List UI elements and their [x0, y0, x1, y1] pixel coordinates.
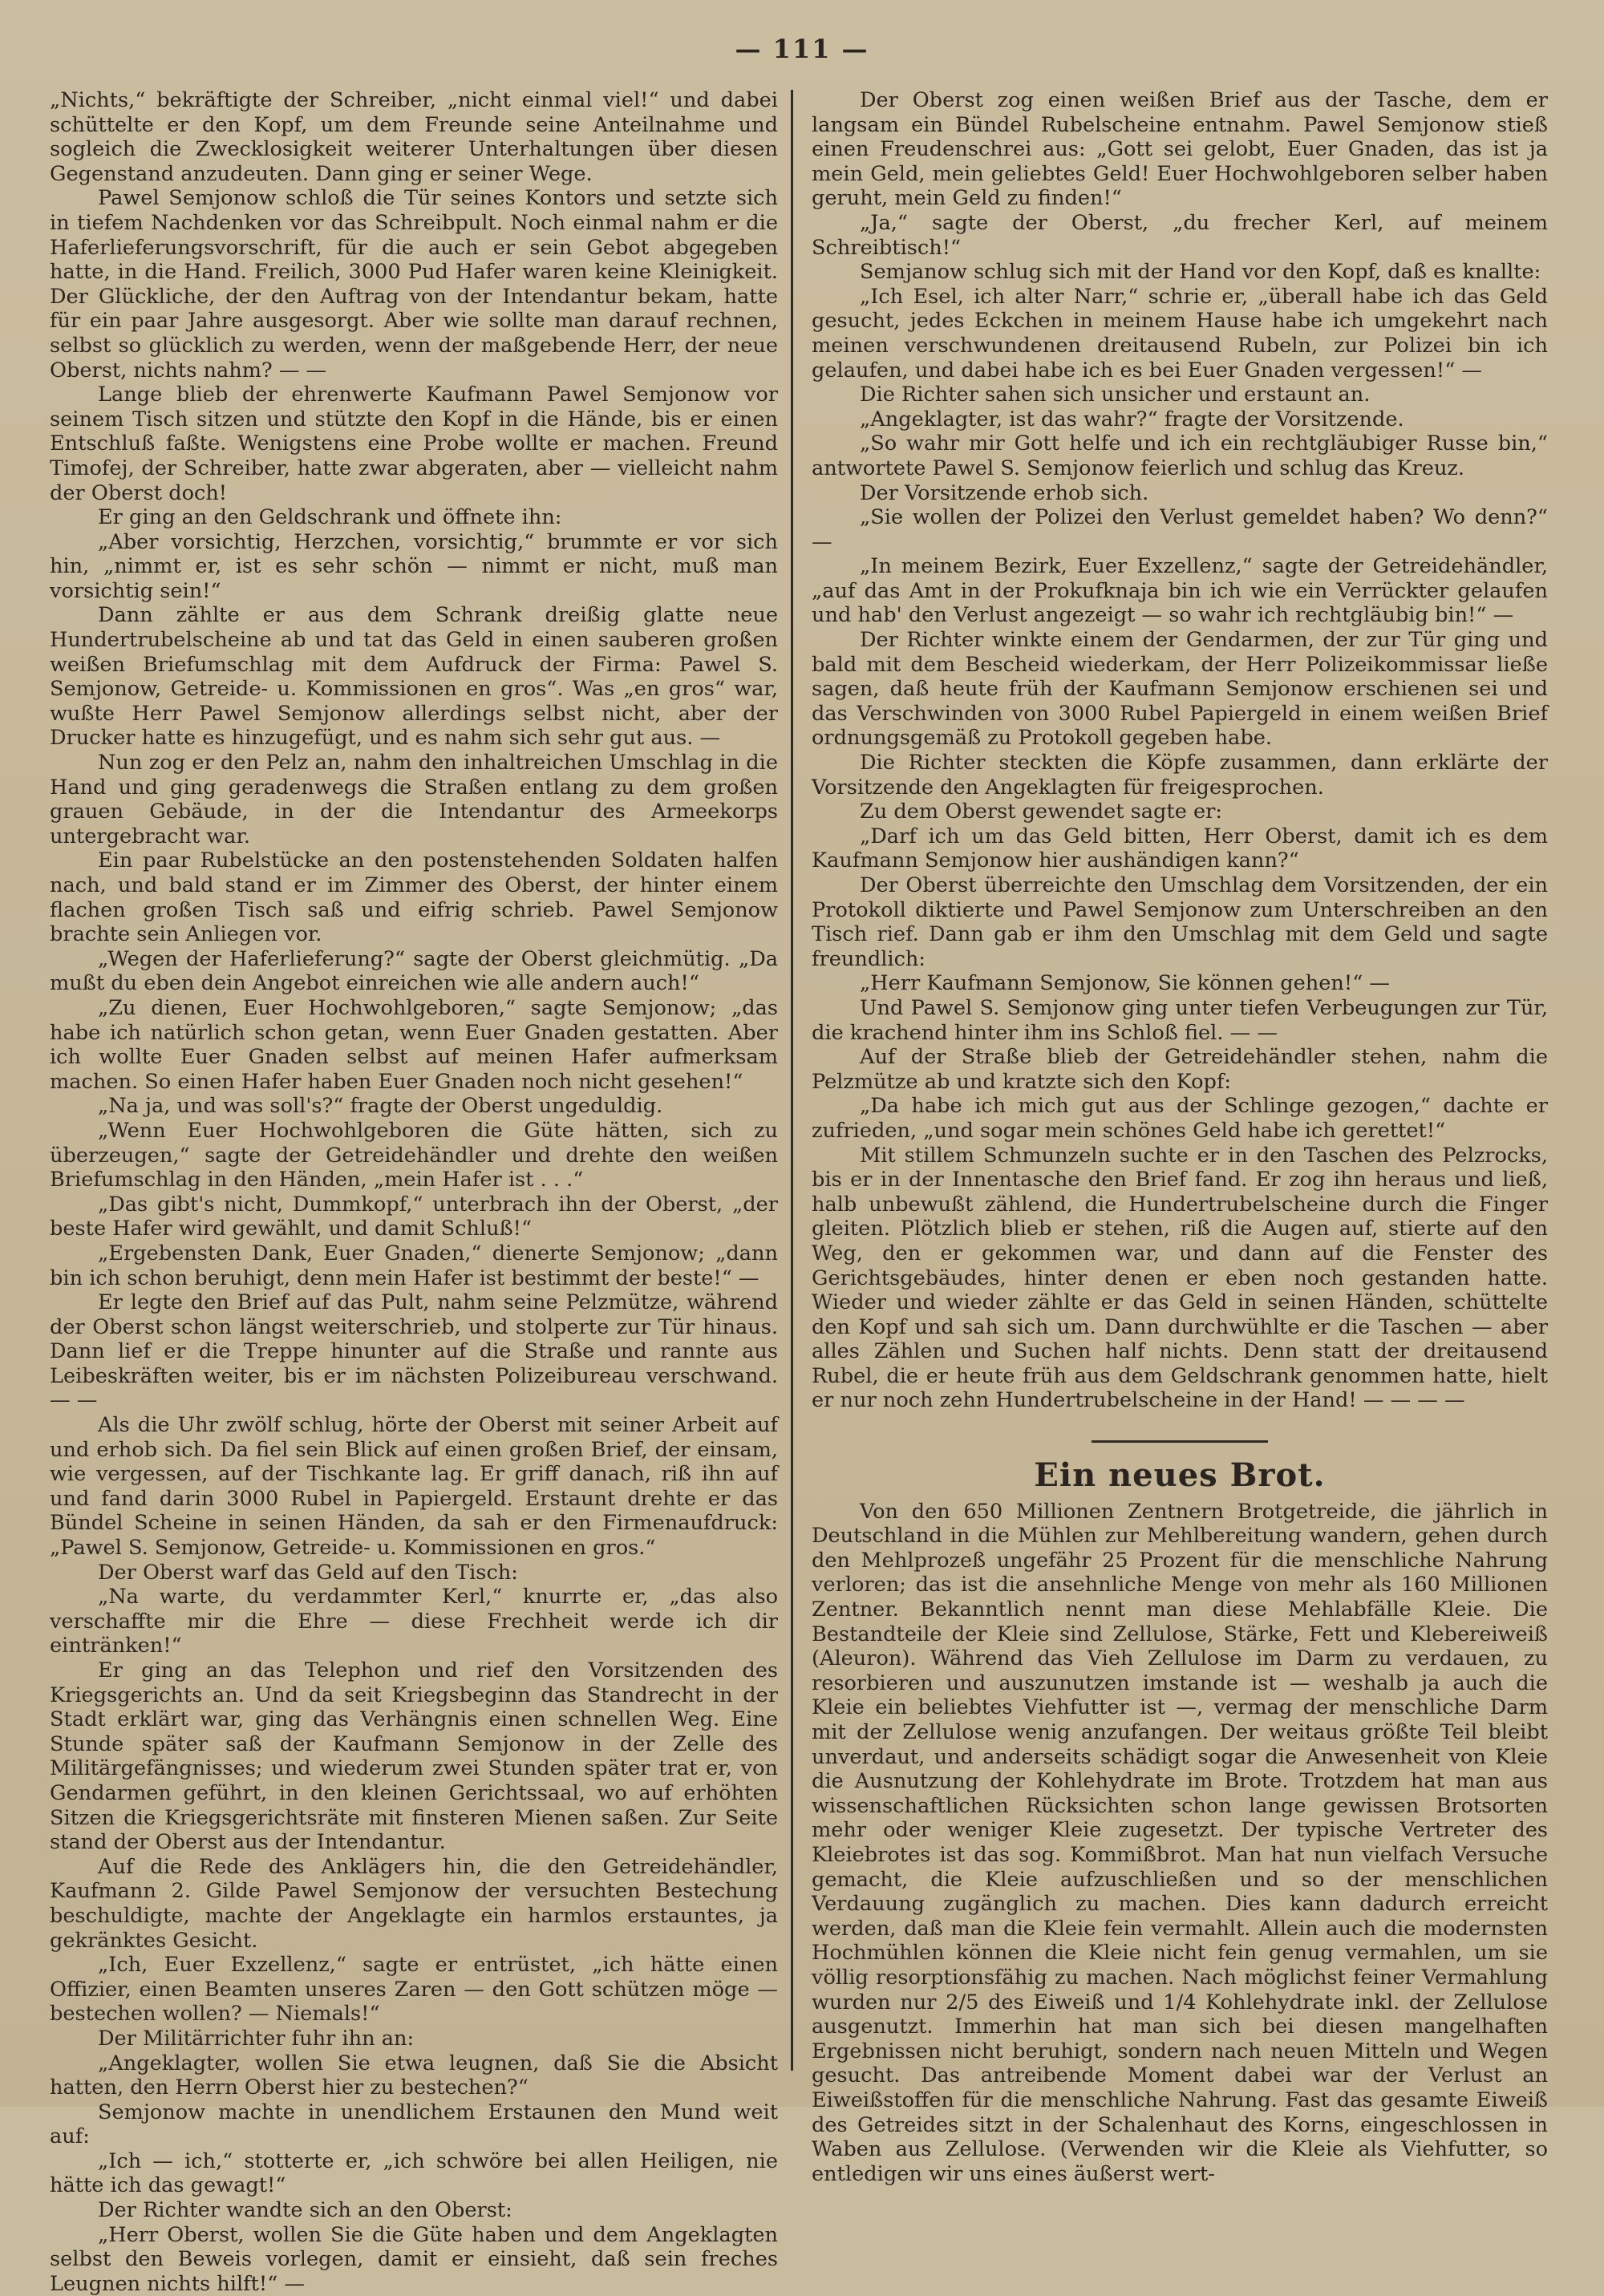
story-paragraph: „Zu dienen, Euer Hochwohlgeboren,“ sagte Semjonow; „das habe ich natürlich schon getan, wenn Euer Gnaden gestatten. Aber ich wollte Euer Gnaden selbst auf meinen Hafer aufmerksam machen. So einen Hafer haben Euer Gnaden noch nicht gesehen!“: [50, 995, 778, 1094]
article-headline: Ein neues Brot.: [1034, 1456, 1326, 1495]
story-paragraph: Der Militärrichter fuhr ihn an:: [98, 2026, 415, 2051]
story-paragraph: Der Oberst überreichte den Umschlag dem Vorsitzenden, der ein Protokoll diktierte und Pawel Semjonow zum Unterschreiben an den Tisch rief. Dann gab er ihm den Umschlag mit dem Geld und sagte freundlich:: [812, 873, 1548, 971]
story-paragraph: Und Pawel S. Semjonow ging unter tiefen Verbeugungen zur Tür, die krachend hinter ihm ins Schloß fiel. — —: [812, 995, 1548, 1045]
story-paragraph: Auf die Rede des Anklägers hin, die den Getreidehändler, Kaufmann 2. Gilde Pawel Semjonow der versuchten Bestechung beschuldigte, machte der Angeklagte ein harmlos erstauntes, ja gekränktes Gesicht.: [50, 1854, 778, 1953]
story-paragraph: Als die Uhr zwölf schlug, hörte der Oberst mit seiner Arbeit auf und erhob sich. Da fiel sein Blick auf einen großen Brief, der einsam, wie vergessen, auf der Tischkante lag. Er griff danach, riß ihn auf und fand darin 3000 Rubel in Papiergeld. Erstaunt drehte er das Bündel Scheine in seinen Händen, da sah er den Firmenaufdruck: „Pawel S. Semjonow, Getreide- u. Kommissionen en gros.“: [50, 1413, 778, 1561]
story-paragraph: Semjanow schlug sich mit der Hand vor den Kopf, daß es knallte:: [860, 260, 1541, 285]
story-paragraph: Er legte den Brief auf das Pult, nahm seine Pelzmütze, während der Oberst schon längst weiterschrieb, und stolperte zur Tür hinaus. Dann lief er die Treppe hinunter auf die Straße und rannte aus Leibeskräften weiter, bis er im nächsten Polizeibureau verschwand. — —: [50, 1290, 778, 1413]
story-paragraph: „Nichts,“ bekräftigte der Schreiber, „nicht einmal viel!“ und dabei schüttelte er den Kopf, um dem Freunde seine Anteilnahme und sogleich die Zwecklosigkeit weiterer Unterhaltungen über diesen Gegenstand anzudeuten. Dann ging er seiner Wege.: [50, 88, 778, 186]
story-paragraph: „Darf ich um das Geld bitten, Herr Oberst, damit ich es dem Kaufmann Semjonow hier aushändigen kann?“: [812, 824, 1548, 873]
story-paragraph: Der Richter wandte sich an den Oberst:: [98, 2198, 512, 2223]
story-paragraph: Zu dem Oberst gewendet sagte er:: [860, 800, 1223, 824]
story-paragraph: „Herr Kaufmann Semjonow, Sie können gehen!“ —: [860, 971, 1391, 996]
story-paragraph: Auf der Straße blieb der Getreidehändler stehen, nahm die Pelzmütze ab und kratzte sich den Kopf:: [812, 1045, 1548, 1094]
left-column: [50, 88, 778, 2296]
story-paragraph: Dann zählte er aus dem Schrank dreißig glatte neue Hundertrubelscheine ab und tat das Geld in einen sauberen großen weißen Briefumschlag mit dem Aufdruck der Firma: Pawel S. Semjonow, Getreide- u. Kommissionen en gros“. Was „en gros“ war, wußte Herr Pawel Semjonow allerdings selbst nicht, aber der Drucker hatte es hinzugefügt, und es nahm sich sehr gut aus. —: [50, 603, 778, 751]
story-paragraph: Die Richter sahen sich unsicher und erstaunt an.: [860, 383, 1371, 407]
story-paragraph: „Na ja, und was soll's?“ fragte der Oberst ungeduldig.: [98, 1094, 663, 1119]
story-paragraph: „Sie wollen der Polizei den Verlust gemeldet haben? Wo denn?“ —: [812, 505, 1548, 554]
story-paragraph: „Wenn Euer Hochwohlgeboren die Güte hätten, sich zu überzeugen,“ sagte der Getreidehändler und drehte den weißen Briefumschlag in den Händen, „mein Hafer ist . . .“: [50, 1118, 778, 1193]
story-paragraph: „Ich — ich,“ stotterte er, „ich schwöre bei allen Heiligen, nie hätte ich das gewagt!“: [50, 2148, 778, 2198]
story-paragraph: „Ja,“ sagte der Oberst, „du frecher Kerl, auf meinem Schreibtisch!“: [812, 210, 1548, 260]
story-paragraph: „Angeklagter, ist das wahr?“ fragte der Vorsitzende.: [860, 407, 1404, 431]
story-paragraph: „Das gibt's nicht, Dummkopf,“ unterbrach ihn der Oberst, „der beste Hafer wird gewählt, und damit Schluß!“: [50, 1192, 778, 1241]
story-paragraph: Er ging an den Geldschrank und öffnete ihn:: [98, 505, 562, 530]
story-paragraph: „So wahr mir Gott helfe und ich ein rechtgläubiger Russe bin,“ antwortete Pawel S. Semjonow feierlich und schlug das Kreuz.: [812, 431, 1548, 480]
story-paragraph: „Herr Oberst, wollen Sie die Güte haben und dem Angeklagten selbst den Beweis vorlegen, damit er einsieht, daß sein freches Leugnen nichts hilft!“ —: [50, 2222, 778, 2296]
story-paragraph: Der Richter winkte einem der Gendarmen, der zur Tür ging und bald mit dem Bescheid wiederkam, der Herr Polizeikommissar ließe sagen, daß heute früh der Kaufmann Semjonow erschienen sei und das Verschwinden von 3000 Rubel Papiergeld in einem weißen Brief ordnungsgemäß zu Protokoll gegeben habe.: [812, 628, 1548, 751]
article-separator: [1092, 1440, 1268, 1443]
story-paragraph: „Ich, Euer Exzellenz,“ sagte er entrüstet, „ich hätte einen Offizier, einen Beamten unseres Zaren — den Gott schützen möge — bestechen wollen? — Niemals!“: [50, 1953, 778, 2027]
story-paragraph: Semjonow machte in unendlichem Erstaunen den Mund weit auf:: [50, 2100, 778, 2149]
page-number: — 111 —: [735, 34, 869, 64]
story-paragraph: „Da habe ich mich gut aus der Schlinge gezogen,“ dachte er zufrieden, „und sogar mein schönes Geld habe ich gerettet!“: [812, 1094, 1548, 1143]
story-paragraph: „Ergebensten Dank, Euer Gnaden,“ dienerte Semjonow; „dann bin ich schon beruhigt, denn mein Hafer ist bestimmt der beste!“ —: [50, 1241, 778, 1290]
story-paragraph: „Na warte, du verdammter Kerl,“ knurrte er, „das also verschaffte mir die Ehre — diese Frechheit werde ich dir eintränken!“: [50, 1585, 778, 1658]
story-paragraph: „Angeklagter, wollen Sie etwa leugnen, daß Sie die Absicht hatten, den Herrn Oberst hier zu bestechen?“: [50, 2051, 778, 2100]
story-paragraph: Pawel Semjonow schloß die Tür seines Kontors und setzte sich in tiefem Nachdenken vor das Schreibpult. Noch einmal nahm er die Haferlieferungsvorschrift, für die auch er sein Gebot abgegeben hatte, in die Hand. Freilich, 3000 Pud Hafer waren keine Kleinigkeit. Der Glückliche, der den Auftrag von der Intendantur bekam, hatte für ein paar Jahre ausgesorgt. Aber wie sollte man darauf rechnen, selbst so glücklich zu werden, wenn der maßgebende Herr, der neue Oberst, nichts nahm? — —: [50, 186, 778, 383]
story-paragraph: Der Oberst warf das Geld auf den Tisch:: [98, 1560, 518, 1585]
story-paragraph: Der Vorsitzende erhob sich.: [860, 480, 1149, 505]
story-paragraph: „In meinem Bezirk, Euer Exzellenz,“ sagte der Getreidehändler, „auf das Amt in der Prokufknaja bin ich wie ein Verrückter gelaufen und hab' den Verlust angezeigt — so wahr ich rechtgläubig bin!“ —: [812, 554, 1548, 628]
story-paragraph: „Wegen der Haferlieferung?“ sagte der Oberst gleichmütig. „Da mußt du eben dein Angebot einreichen wie alle andern auch!“: [50, 946, 778, 996]
article-paragraph: Von den 650 Millionen Zentnern Brotgetreide, die jährlich in Deutschland in die Mühlen zur Mehlbereitung wandern, gehen durch den Mehlprozeß ungefähr 25 Prozent für die menschliche Nahrung verloren; das ist die ansehnliche Menge von mehr als 160 Millionen Zentner. Bekanntlich nennt man diese Mehlabfälle Kleie. Die Bestandteile der Kleie sind Zellulose, Stärke, Fett und Klebereiweiß (Aleuron). Während das Vieh Zellulose im Darm zu verdauen, zu resorbieren und auszunutzen imstande ist — weshalb ja auch die Kleie ein beliebtes Viehfutter ist —, vermag der menschliche Darm mit der Zellulose wenig anzufangen. Der weitaus größte Teil bleibt unverdaut, und anderseits schädigt sogar die Anwesenheit von Kleie die Ausnutzung der Kohlehydrate im Brote. Trotzdem hat man aus wissenschaftlichen Rücksichten schon lange gewissen Brotsorten mehr oder weniger Kleie zugesetzt. Der typische Vertreter des Kleiebrotes ist das sog. Kommißbrot. Man hat nun vielfach Versuche gemacht, die Kleie aufzuschließen und so der menschlichen Verdauung zugänglich zu machen. Dies kann dadurch erreicht werden, daß man die Kleie fein vermahlt. Allein auch die modernsten Hochmühlen können die Kleie nicht fein genug vermahlen, um sie völlig resorptionsfähig zu machen. Nach möglichst feiner Vermahlung wurden nur 2/5 des Eiweiß und 1/4 Kohlehydrate inkl. der Zellulose ausgenutzt. Immerhin hat man sich bei diesen mangelhaften Ergebnissen nicht beruhigt, sondern nach neuen Mitteln und Wegen gesucht. Das antreibende Moment dabei war der Verlust an Eiweißstoffen für die menschliche Nahrung. Fast das gesamte Eiweiß des Getreides sitzt in der Schalenhaut des Korns, eingeschlossen in Waben aus Zellulose. (Verwenden wir die Kleie als Viehfutter, so entledigen wir uns eines äußerst wert-: [812, 1499, 1548, 2186]
story-paragraph: Die Richter steckten die Köpfe zusammen, dann erklärte der Vorsitzende den Angeklagten für freigesprochen.: [812, 751, 1548, 800]
story-paragraph: Ein paar Rubelstücke an den postenstehenden Soldaten halfen nach, und bald stand er im Zimmer des Oberst, der hinter einem flachen großen Tisch saß und eifrig schrieb. Pawel Semjonow brachte sein Anliegen vor.: [50, 848, 778, 947]
story-paragraph: Lange blieb der ehrenwerte Kaufmann Pawel Semjonow vor seinem Tisch sitzen und stützte den Kopf in die Hände, bis er einen Entschluß faßte. Wenigstens eine Probe wollte er machen. Freund Timofej, der Schreiber, hatte zwar abgeraten, aber — vielleicht nahm der Oberst doch!: [50, 383, 778, 505]
story-paragraph: „Aber vorsichtig, Herzchen, vorsichtig,“ brummte er vor sich hin, „nimmt er, ist es sehr schön — nimmt er nicht, muß man vorsichtig sein!“: [50, 529, 778, 603]
story-paragraph: Mit stillem Schmunzeln suchte er in den Taschen des Pelzrocks, bis er in der Innentasche den Brief fand. Er zog ihn heraus und ließ, halb unbewußt zählend, die Hundertrubelscheine durch die Finger gleiten. Plötzlich blieb er stehen, riß die Augen auf, stierte auf den Weg, den er gekommen war, und dann auf die Fenster des Gerichtsgebäudes, hinter denen er eben noch gestanden hatte. Wieder und wieder zählte er das Geld in seinen Händen, schüttelte den Kopf und sah sich um. Dann durchwühlte er die Taschen — aber alles Zählen und Suchen half nichts. Denn statt der dreitausend Rubel, die er heute früh aus dem Geldschrank genommen hatte, hielt er nur noch zehn Hundertrubelscheine in der Hand! — — — —: [812, 1143, 1548, 1413]
column-divider: [791, 90, 793, 2071]
story-paragraph: Der Oberst zog einen weißen Brief aus der Tasche, dem er langsam ein Bündel Rubelscheine entnahm. Pawel Semjonow stieß einen Freudenschrei aus: „Gott sei gelobt, Euer Gnaden, das ist ja mein Geld, mein geliebtes Geld! Euer Hochwohlgeboren selber haben geruht, mein Geld zu finden!“: [812, 88, 1548, 211]
story-paragraph: Er ging an das Telephon und rief den Vorsitzenden des Kriegsgerichts an. Und da seit Kriegsbeginn das Standrecht in der Stadt erklärt war, ging das Verhängnis einen schnellen Weg. Eine Stunde später saß der Kaufmann Semjonow in der Zelle des Militärgefängnisses; und wiederum zwei Stunden später trat er, von Gendarmen geführt, in den kleinen Gerichtssaal, wo auf erhöhten Sitzen die Kriegsgerichtsräte mit finsteren Mienen saßen. Zur Seite stand der Oberst aus der Intendantur.: [50, 1658, 778, 1855]
story-paragraph: „Ich Esel, ich alter Narr,“ schrie er, „überall habe ich das Geld gesucht, jedes Eckchen in meinem Hause habe ich umgekehrt nach meinen verschwundenen dreitausend Rubeln, zur Polizei bin ich gelaufen, und dabei habe ich es bei Euer Gnaden vergessen!“ —: [812, 284, 1548, 383]
story-paragraph: Nun zog er den Pelz an, nahm den inhaltreichen Umschlag in die Hand und ging geradenwegs die Straßen entlang zu dem großen grauen Gebäude, in der die Intendantur des Armeekorps untergebracht war.: [50, 751, 778, 848]
right-column: [812, 88, 1548, 2186]
